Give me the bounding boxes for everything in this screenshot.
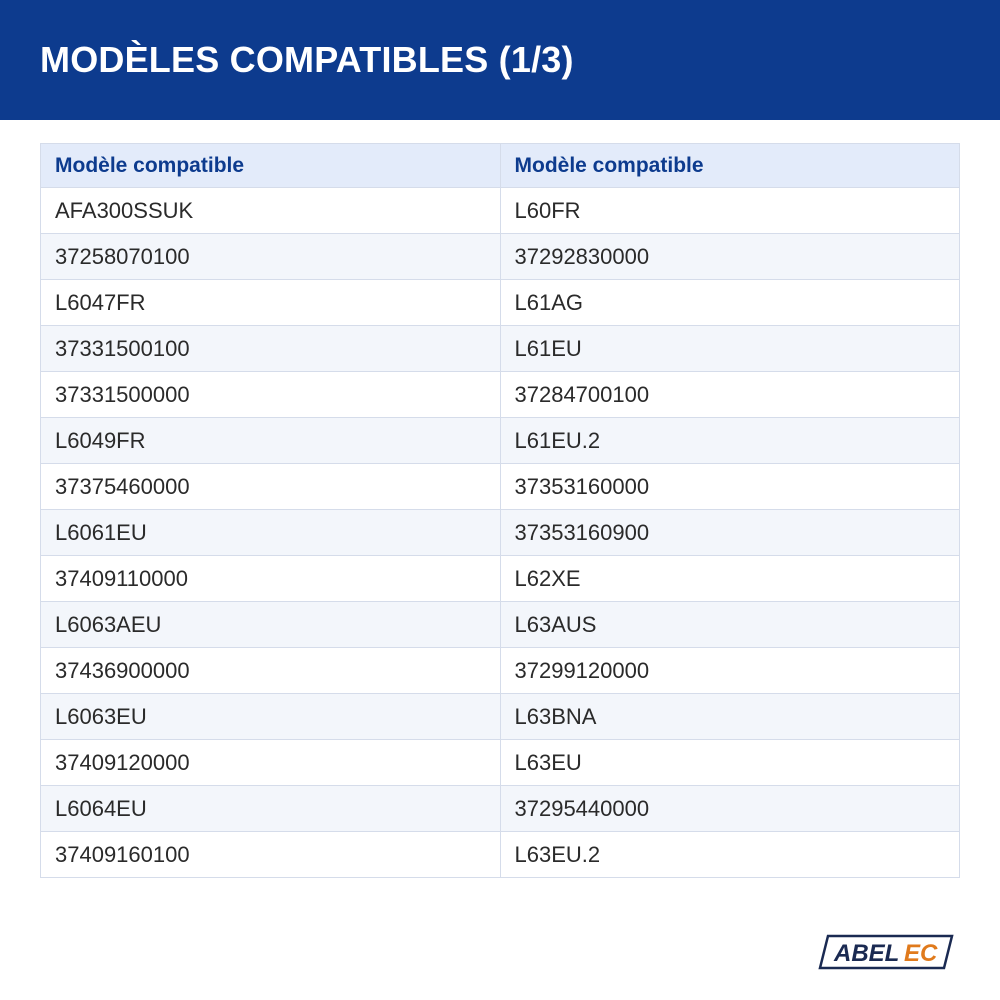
compatible-models-table-container <box>40 143 960 878</box>
table-row <box>41 832 960 878</box>
table-row <box>41 280 960 326</box>
table-cell: 37295440000 <box>500 786 960 832</box>
table-cell: 37299120000 <box>500 648 960 694</box>
table-row <box>41 694 960 740</box>
column-header: Modèle compatible <box>41 144 501 188</box>
table-cell: 37331500100 <box>41 326 501 372</box>
table-cell: L6049FR <box>41 418 501 464</box>
table-cell: 37353160900 <box>500 510 960 556</box>
table-cell: L63AUS <box>500 602 960 648</box>
table-row <box>41 648 960 694</box>
table-row <box>41 602 960 648</box>
column-header: Modèle compatible <box>500 144 960 188</box>
table-cell: 37409120000 <box>41 740 501 786</box>
table-row <box>41 418 960 464</box>
table-cell: L63BNA <box>500 694 960 740</box>
table-cell: AFA300SSUK <box>41 188 501 234</box>
table-cell: L63EU.2 <box>500 832 960 878</box>
table-cell: L6063EU <box>41 694 501 740</box>
compatible-models-table <box>40 143 960 878</box>
table-row <box>41 372 960 418</box>
table-cell: 37258070100 <box>41 234 501 280</box>
table-row <box>41 188 960 234</box>
table-cell: L6061EU <box>41 510 501 556</box>
table-cell: L6064EU <box>41 786 501 832</box>
table-row <box>41 510 960 556</box>
table-cell: L63EU <box>500 740 960 786</box>
table-row <box>41 464 960 510</box>
table-cell: L6047FR <box>41 280 501 326</box>
table-cell: L60FR <box>500 188 960 234</box>
title-banner <box>0 0 1000 120</box>
table-row <box>41 556 960 602</box>
table-cell: L61EU <box>500 326 960 372</box>
table-cell: 37436900000 <box>41 648 501 694</box>
logo-text-dark: ABEL <box>834 940 900 967</box>
table-cell: 37375460000 <box>41 464 501 510</box>
table-row <box>41 786 960 832</box>
table-row <box>41 326 960 372</box>
abelec-logo <box>818 934 954 970</box>
table-cell: L61EU.2 <box>500 418 960 464</box>
table-cell: 37353160000 <box>500 464 960 510</box>
table-header-row <box>41 144 960 188</box>
table-cell: 37292830000 <box>500 234 960 280</box>
page-title: MODÈLES COMPATIBLES (1/3) <box>40 39 574 80</box>
table-cell: 37409160100 <box>41 832 501 878</box>
table-cell: 37284700100 <box>500 372 960 418</box>
table-row <box>41 234 960 280</box>
table-cell: L62XE <box>500 556 960 602</box>
table-cell: L6063AEU <box>41 602 501 648</box>
table-row <box>41 740 960 786</box>
table-cell: 37409110000 <box>41 556 501 602</box>
logo-text-accent: EC <box>904 940 938 967</box>
table-cell: L61AG <box>500 280 960 326</box>
table-cell: 37331500000 <box>41 372 501 418</box>
table-body <box>41 188 960 878</box>
